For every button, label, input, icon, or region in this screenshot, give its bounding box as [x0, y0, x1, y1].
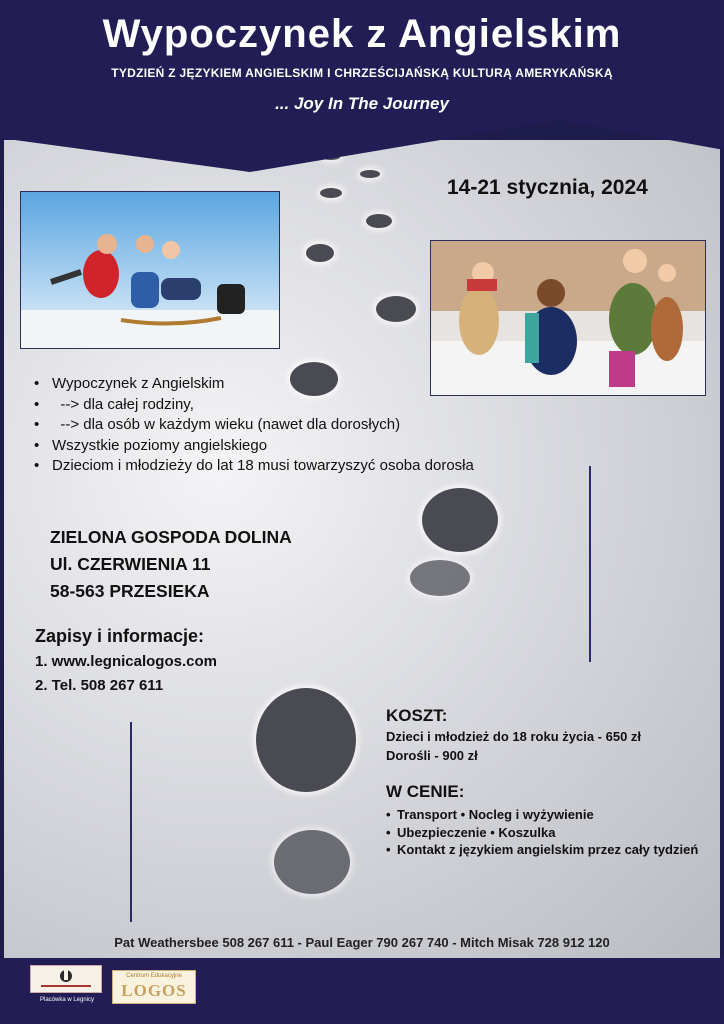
footer-bar: [0, 958, 724, 1024]
cost-heading: KOSZT:: [386, 706, 448, 725]
list-item: • Kontakt z językiem angielskim przez cały tydzień: [386, 841, 706, 859]
divider: [130, 722, 132, 922]
family-sled-photo: [20, 191, 280, 349]
church-logo: [30, 965, 102, 993]
list-item: • Wszystkie poziomy angielskiego: [34, 436, 514, 457]
phone-number: 2. Tel. 508 267 611: [35, 677, 164, 694]
logo-caption: Placówka w Legnicy: [39, 997, 95, 1003]
feature-list: [34, 374, 514, 477]
list-item: • Wypoczynek z Angielskim: [34, 374, 514, 395]
website-link[interactable]: 1. www.legnicalogos.com: [35, 653, 217, 670]
page-title: Wypoczynek z Angielskim: [102, 12, 622, 56]
logo-wordmark: LOGOS: [121, 981, 187, 1000]
list-item: • --> dla osób w każdym wieku (nawet dla dorosłych): [34, 415, 514, 436]
logo-subtitle: Centrum Edukacyjne: [126, 973, 182, 979]
divider: [589, 466, 591, 662]
address-line: Ul. CZERWIENIA 11: [50, 554, 211, 574]
logos-logo: [112, 970, 196, 1004]
info-list: [35, 650, 217, 698]
list-item: • Transport • Nocleg i wyżywienie: [386, 806, 706, 824]
cost-list: [386, 727, 641, 765]
list-item: • --> dla całej rodziny,: [34, 395, 514, 416]
page-subtitle: TYDZIEŃ Z JĘZYKIEM ANGIELSKIM I CHRZEŚCIJAŃSKĄ KULTURĄ AMERYKAŃSKĄ: [111, 66, 613, 80]
address-line: 58-563 PRZESIEKA: [50, 581, 210, 601]
list-item: • Dzieciom i młodzieży do lat 18 musi towarzyszyć osoba dorosła: [34, 456, 514, 477]
list-item: Dorośli - 900 zł: [386, 748, 478, 763]
tagline: ... Joy In The Journey: [275, 94, 449, 113]
included-heading: W CENIE:: [386, 782, 465, 801]
list-item: Dzieci i młodzież do 18 roku życia - 650 zł: [386, 729, 642, 744]
venue-address: [50, 524, 292, 605]
list-item: • Ubezpieczenie • Koszulka: [386, 824, 706, 842]
kids-playing-photo: [430, 240, 706, 396]
contact-line: Pat Weathersbee 508 267 611 - Paul Eager 790 267 740 - Mitch Misak 728 912 120: [114, 935, 610, 950]
event-dates: 14-21 stycznia, 2024: [447, 176, 648, 199]
address-line: ZIELONA GOSPODA DOLINA: [50, 527, 292, 547]
included-list: [386, 806, 706, 859]
info-heading: Zapisy i informacje:: [35, 626, 205, 646]
